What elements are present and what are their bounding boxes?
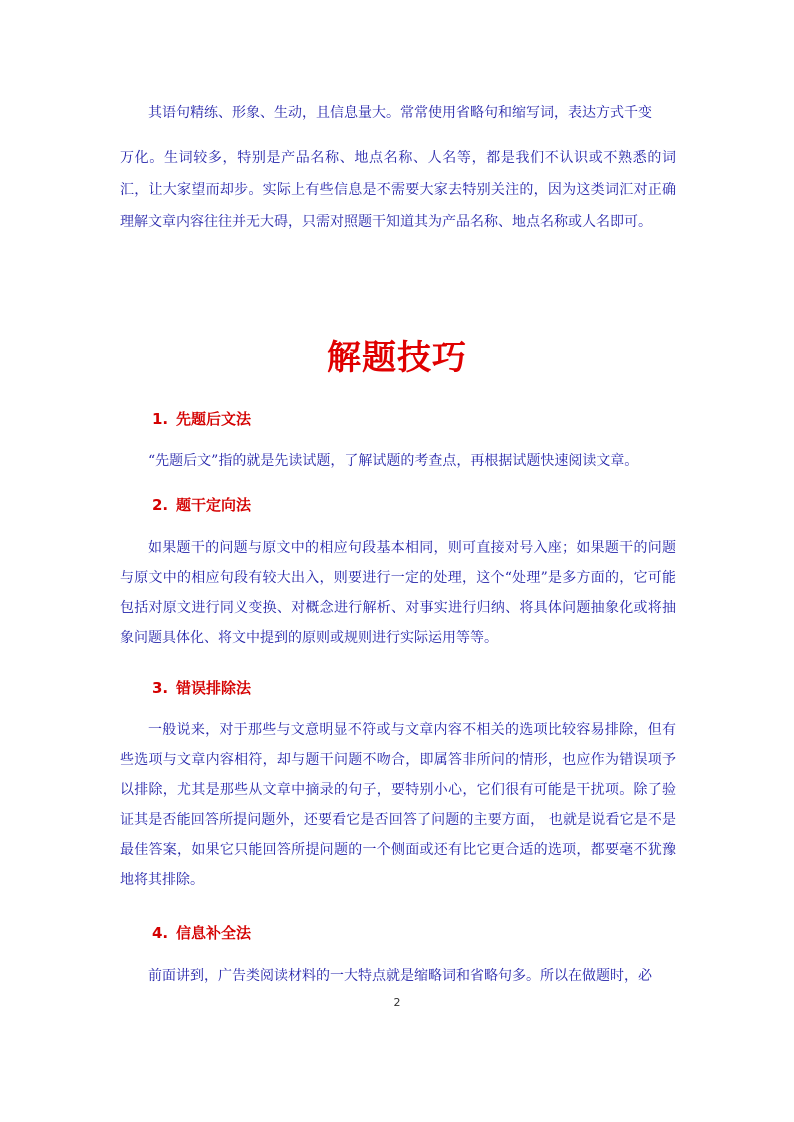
heading-4-text: 信息补全法 — [176, 924, 252, 942]
heading-2-number: 2. — [152, 496, 169, 514]
heading-1-text: 先题后文法 — [176, 410, 252, 428]
heading-4 — [152, 922, 251, 943]
paragraph-4: 前面讲到，广告类阅读材料的一大特点就是缩略词和省略句多。所以在做题时，必 — [148, 968, 652, 984]
heading-4-number: 4. — [152, 924, 169, 942]
heading-2 — [152, 494, 251, 515]
section-title: 解题技巧 — [327, 338, 467, 378]
intro-paragraph — [120, 98, 676, 238]
heading-3-text: 错误排除法 — [176, 679, 252, 697]
heading-1 — [152, 408, 251, 429]
paragraph-1: “先题后文”指的就是先读试题，了解试题的考查点，再根据试题快速阅读文章。 — [148, 453, 639, 469]
heading-3 — [152, 677, 251, 698]
intro-line-1: 其语句精练、形象、生动，且信息量大。常常使用省略句和缩写词，表达方式千变 — [148, 105, 652, 121]
intro-continuation: 万化。生词较多，特别是产品名称、地点名称、人名等，都是我们不认识或不熟悉的词汇，让大家望而却步。实际上有些信息是不需要大家去特别关注的，因为这类词汇对正确理解文章内容往往并无大碍，只需对照题干知道其为产品名称、地点名称或人名即可。 — [120, 150, 676, 230]
heading-3-number: 3. — [152, 679, 169, 697]
paragraph-2: 如果题干的问题与原文中的相应句段基本相同，则可直接对号入座；如果题干的问题与原文中的相应句段有较大出入，则要进行一定的处理，这个“处理”是多方面的，它可能包括对原文进行同义变换、对概念进行解析、对事实进行归纳、将具体问题抽象化或将抽象问题具体化、将文中提到的原则或规则进行实际运用等等。 — [120, 540, 676, 646]
heading-2-text: 题干定向法 — [176, 496, 252, 514]
heading-1-number: 1. — [152, 410, 169, 428]
page-number: 2 — [393, 996, 401, 1009]
paragraph-3: 一般说来，对于那些与文意明显不符或与文章内容不相关的选项比较容易排除，但有些选项与文章内容相符，却与题干问题不吻合，即属答非所问的情形，也应作为错误项予以排除，尤其是那些从文章中摘录的句子，要特别小心，它们很有可能是干扰项。除了验证其是否能回答所提问题外，还要看它是否回答了问题的主要方面， 也就是说看它是不是最佳答案，如果它只能回答所提问题的一个侧面或还有比它更合适的选项，都要毫不犹豫地将其排除。 — [120, 722, 676, 888]
